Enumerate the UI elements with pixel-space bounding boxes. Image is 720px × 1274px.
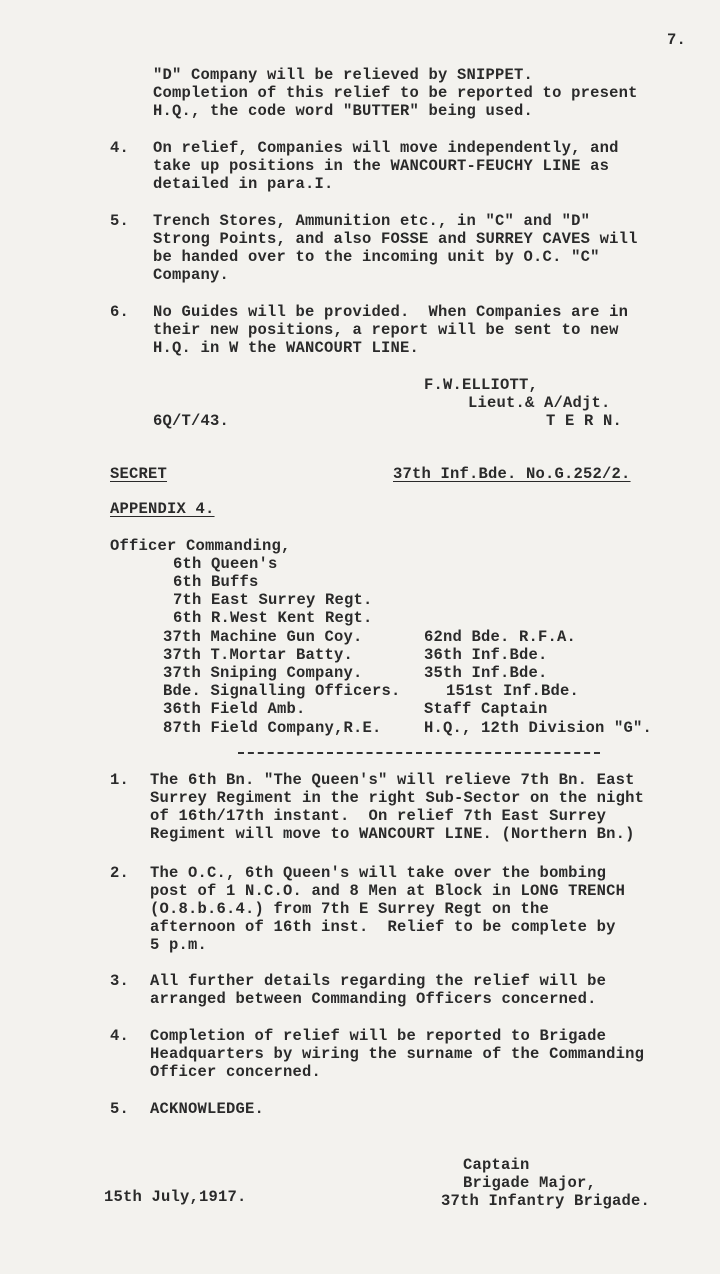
signature-unit: T E R N. (546, 412, 623, 430)
item-line: of 16th/17th instant. On relief 7th East Surrey (150, 807, 607, 825)
divider-rule (238, 752, 600, 754)
item-line: All further details regarding the relief will be (150, 972, 607, 990)
item-line: take up positions in the WANCOURT-FEUCHY LINE as (153, 157, 610, 175)
distribution-entry: 36th Inf.Bde. (424, 646, 548, 664)
distribution-entry: 6th Queen's (173, 555, 278, 573)
distribution-entry: 151st Inf.Bde. (446, 682, 580, 700)
item-line: Officer concerned. (150, 1063, 322, 1081)
item-line: No Guides will be provided. When Companies are in (153, 303, 629, 321)
distribution-entry: 37th Sniping Company. (163, 664, 363, 682)
item-line: detailed in para.I. (153, 175, 334, 193)
item-number: 5. (110, 1100, 130, 1118)
item-line: afternoon of 16th inst. Relief to be complete by (150, 918, 616, 936)
signature-rank: Brigade Major, (463, 1174, 597, 1192)
distribution-entry: 6th Buffs (173, 573, 259, 591)
item-line: On relief, Companies will move independently, and (153, 139, 619, 157)
signature-unit: 37th Infantry Brigade. (441, 1192, 651, 1210)
item-number: 6. (110, 303, 130, 321)
distribution-entry: Bde. Signalling Officers. (163, 682, 401, 700)
distribution-entry: 35th Inf.Bde. (424, 664, 548, 682)
item-line: Regiment will move to WANCOURT LINE. (Northern Bn.) (150, 825, 635, 843)
item-line: 5 p.m. (150, 936, 208, 954)
item-line: The 6th Bn. "The Queen's" will relieve 7th Bn. East (150, 771, 635, 789)
signature-title: Captain (463, 1156, 530, 1174)
item-number: 1. (110, 771, 130, 789)
distribution-entry: 37th T.Mortar Batty. (163, 646, 354, 664)
distribution-entry: 37th Machine Gun Coy. (163, 628, 363, 646)
item-number: 3. (110, 972, 130, 990)
item-line: arranged between Commanding Officers concerned. (150, 990, 597, 1008)
secret-label: SECRET (110, 465, 168, 483)
distribution-entry: 62nd Bde. R.F.A. (424, 628, 577, 646)
item-number: 5. (110, 212, 130, 230)
item-number: 4. (110, 139, 130, 157)
brigade-reference: 37th Inf.Bde. No.G.252/2. (393, 465, 631, 483)
top-para-line: H.Q., the code word "BUTTER" being used. (153, 102, 534, 120)
item-line: (O.8.b.6.4.) from 7th E Surrey Regt on the (150, 900, 550, 918)
item-line: Trench Stores, Ammunition etc., in "C" and "D" (153, 212, 591, 230)
item-line: The O.C., 6th Queen's will take over the bombing (150, 864, 607, 882)
item-line: post of 1 N.C.O. and 8 Men at Block in LONG TRENCH (150, 882, 626, 900)
distribution-entry: 7th East Surrey Regt. (173, 591, 373, 609)
document-date: 15th July,1917. (104, 1188, 247, 1206)
distribution-entry: 87th Field Company,R.E. (163, 719, 382, 737)
appendix-heading: APPENDIX 4. (110, 500, 215, 518)
item-line: Strong Points, and also FOSSE and SURREY CAVES will (153, 230, 638, 248)
item-number: 2. (110, 864, 130, 882)
distribution-entry: 36th Field Amb. (163, 700, 306, 718)
item-line: H.Q. in W the WANCOURT LINE. (153, 339, 420, 357)
item-line: Surrey Regiment in the right Sub-Sector on the night (150, 789, 645, 807)
top-para-line: Completion of this relief to be reported to present (153, 84, 638, 102)
item-line: Completion of relief will be reported to Brigade (150, 1027, 607, 1045)
reference-code: 6Q/T/43. (153, 412, 230, 430)
item-line: Headquarters by wiring the surname of the Commanding (150, 1045, 645, 1063)
signature-rank: Lieut.& A/Adjt. (468, 394, 611, 412)
distribution-entry: Staff Captain (424, 700, 548, 718)
item-line: be handed over to the incoming unit by O.C. "C" (153, 248, 600, 266)
distribution-entry: 6th R.West Kent Regt. (173, 609, 373, 627)
page-number: 7. (667, 31, 687, 49)
item-line: their new positions, a report will be sent to new (153, 321, 619, 339)
distribution-heading: Officer Commanding, (110, 537, 291, 555)
signature-name: F.W.ELLIOTT, (424, 376, 539, 394)
item-number: 4. (110, 1027, 130, 1045)
top-para-line: "D" Company will be relieved by SNIPPET. (153, 66, 534, 84)
item-line: ACKNOWLEDGE. (150, 1100, 265, 1118)
distribution-entry: H.Q., 12th Division "G". (424, 719, 653, 737)
item-line: Company. (153, 266, 230, 284)
